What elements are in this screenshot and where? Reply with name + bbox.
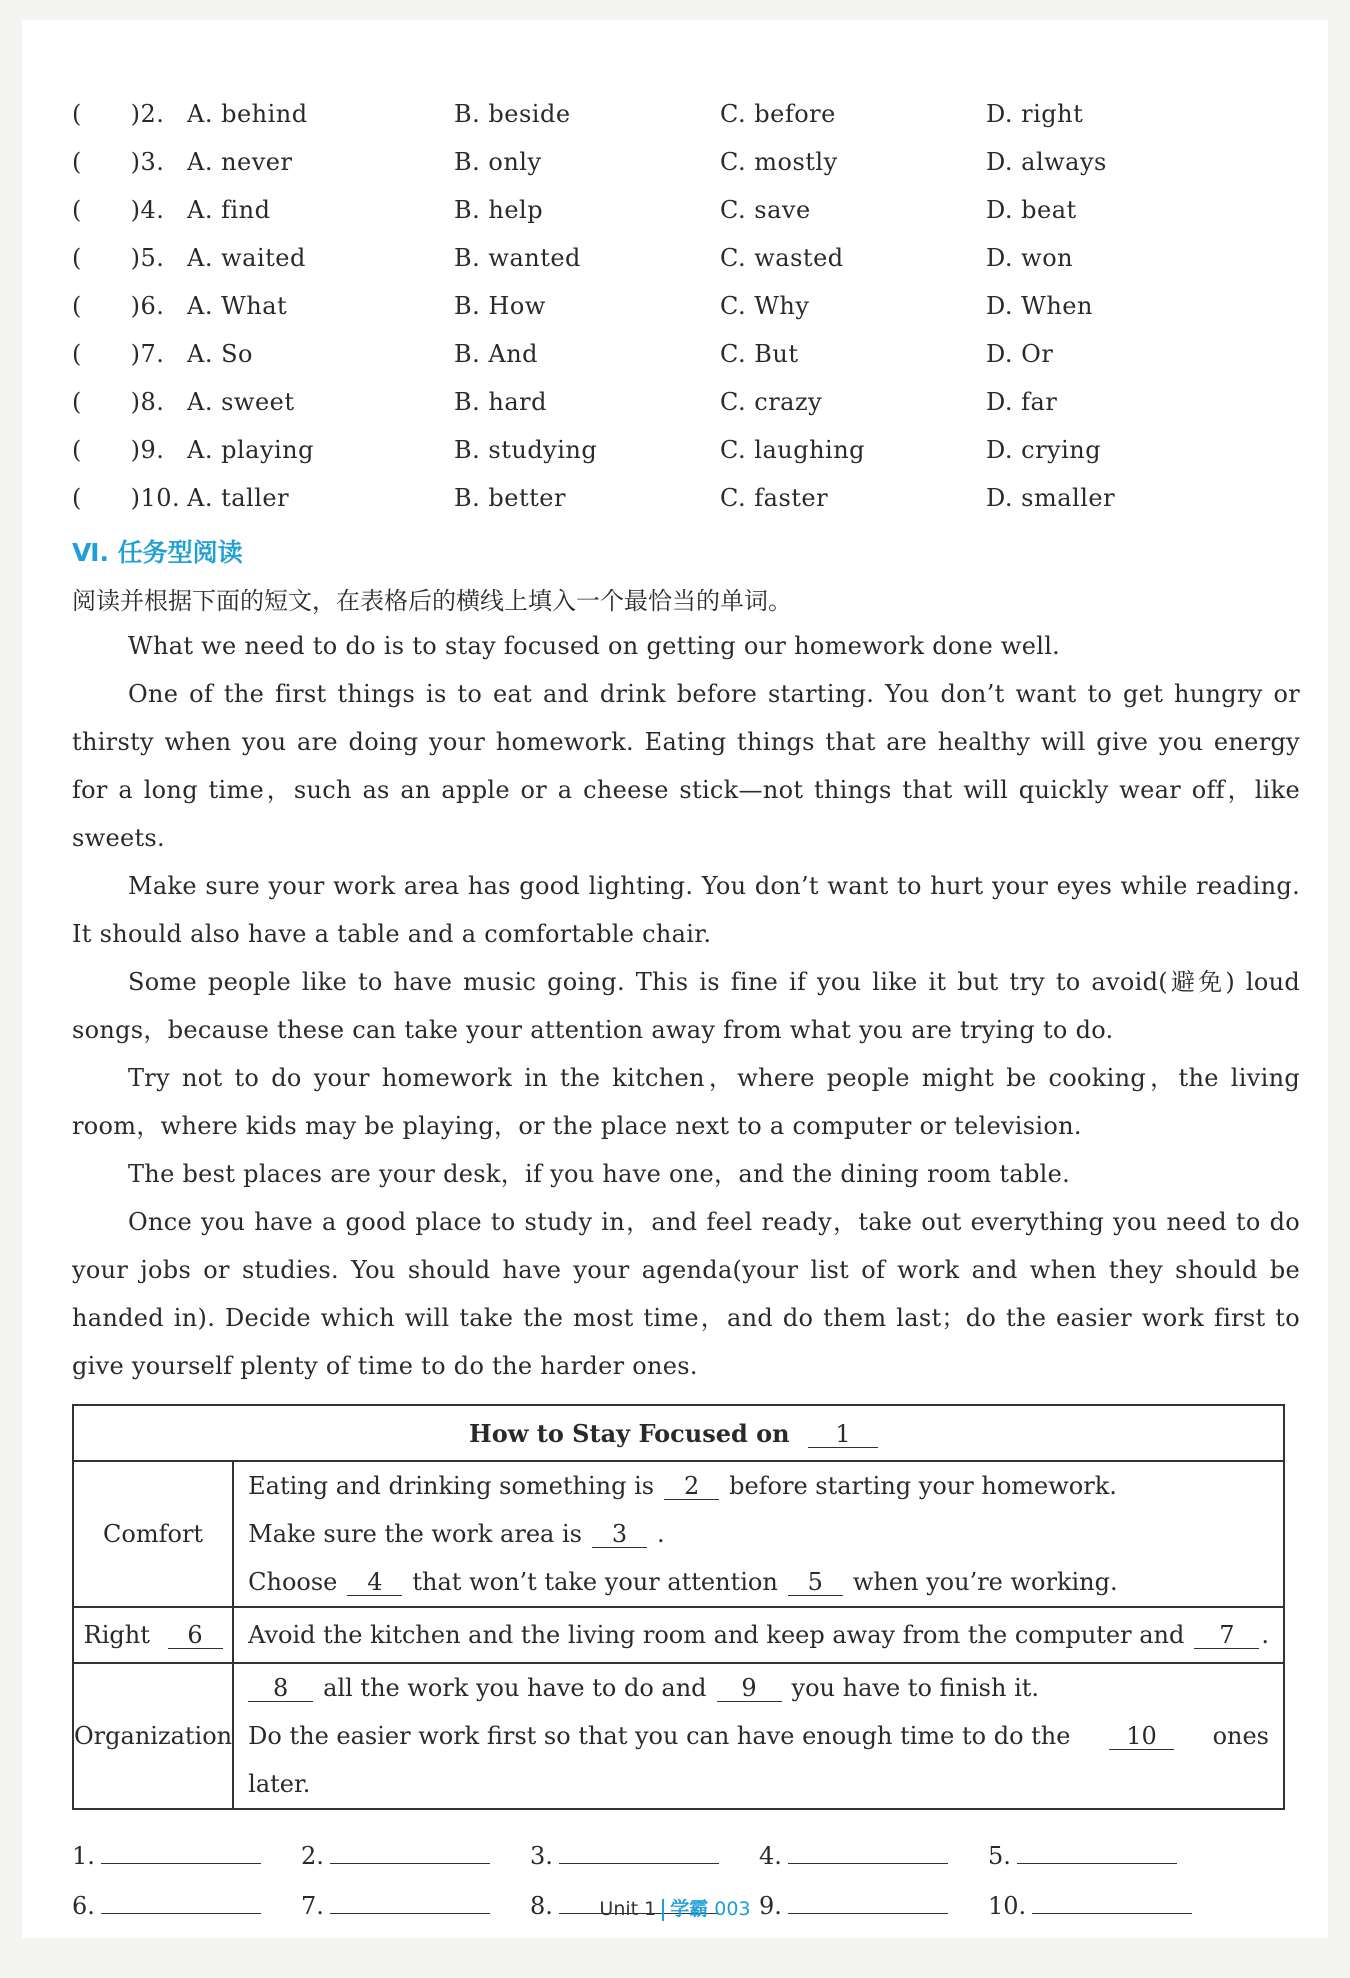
option-d: D. crying — [986, 436, 1102, 464]
option-c: C. crazy — [720, 388, 823, 416]
blank-6: 6 — [168, 1622, 223, 1649]
answer-item — [72, 1842, 301, 1870]
answer-number: 7. — [301, 1892, 324, 1920]
option-b: B. better — [454, 484, 566, 512]
organization-content-cell — [233, 1663, 1284, 1809]
text: Do the easier work first so that you can have enough time to do the — [248, 1722, 1071, 1750]
footer-brand: 学霸 — [670, 1898, 709, 1920]
question-row — [72, 282, 1300, 330]
option-a: A. sweet — [187, 388, 295, 416]
question-row — [72, 234, 1300, 282]
answer-number: 3. — [530, 1842, 553, 1870]
passage-paragraph: What we need to do is to stay focused on getting our homework done well. — [128, 632, 1061, 660]
right-line — [248, 1611, 1269, 1659]
answer-number: 9. — [759, 1892, 782, 1920]
option-c: C. faster — [720, 484, 829, 512]
option-b: B. beside — [454, 100, 571, 128]
task-table — [72, 1404, 1285, 1810]
passage-paragraph: Try not to do your homework in the kitchen，where people might be cooking，the living room，where kids may be playing，or the place next to a computer or television. — [72, 1064, 1300, 1140]
option-a: A. What — [187, 292, 288, 320]
multiple-choice-list — [72, 90, 1300, 522]
footer-divider — [662, 1899, 664, 1921]
content — [72, 90, 1300, 1920]
reading-passage — [72, 622, 1300, 1390]
option-a: A. behind — [187, 100, 308, 128]
comfort-line-1 — [248, 1462, 1269, 1510]
option-c: C. laughing — [720, 436, 866, 464]
option-d: D. smaller — [986, 484, 1116, 512]
organization-line-1 — [248, 1664, 1269, 1712]
organization-line-3 — [248, 1760, 1269, 1808]
answer-paren[interactable]: ( )10. — [72, 484, 181, 512]
blank-9: 9 — [717, 1675, 782, 1702]
organization-line-2 — [248, 1712, 1269, 1760]
text: Eating and drinking something is — [248, 1472, 655, 1500]
text: when you’re working. — [852, 1568, 1118, 1596]
right-content-cell — [233, 1607, 1284, 1663]
question-row — [72, 330, 1300, 378]
answer-number: 2. — [301, 1842, 324, 1870]
organization-label: Organization — [74, 1722, 233, 1750]
text: ones — [1212, 1722, 1269, 1750]
answer-row — [72, 1820, 1300, 1870]
answer-item — [988, 1842, 1217, 1870]
option-d: D. won — [986, 244, 1074, 272]
comfort-label-cell — [73, 1461, 233, 1607]
option-b: B. only — [454, 148, 542, 176]
option-c: C. before — [720, 100, 836, 128]
passage-paragraph: One of the first things is to eat and drink before starting. You don’t want to get hungry or thirsty when you are doing your homework. Eating things that are healthy will give you energy for a long time，such as an apple or a cheese stick—not things that will quickly wear off，like sweets. — [72, 680, 1300, 852]
question-row — [72, 474, 1300, 522]
comfort-content-cell — [233, 1461, 1284, 1607]
option-d: D. When — [986, 292, 1093, 320]
answer-number: 4. — [759, 1842, 782, 1870]
answer-number: 10. — [988, 1892, 1027, 1920]
answer-item — [530, 1842, 759, 1870]
text: Make sure the work area is — [248, 1520, 582, 1548]
answer-paren[interactable]: ( )5. — [72, 244, 165, 272]
option-b: B. studying — [454, 436, 598, 464]
answer-line[interactable] — [559, 1862, 719, 1864]
page-footer — [22, 1894, 1328, 1921]
blank-10: 10 — [1109, 1723, 1174, 1750]
passage-paragraph: Make sure your work area has good lighting. You don’t want to hurt your eyes while reading. It should also have a table and a comfortable chair. — [72, 872, 1300, 948]
blank-8: 8 — [248, 1675, 313, 1702]
table-title: How to Stay Focused on — [469, 1418, 790, 1448]
passage-paragraph: The best places are your desk，if you have one，and the dining room table. — [128, 1160, 1071, 1188]
blank-7: 7 — [1194, 1622, 1259, 1649]
option-c: C. But — [720, 340, 799, 368]
comfort-label: Comfort — [103, 1520, 204, 1548]
footer-page-number: 003 — [714, 1898, 751, 1920]
right-label: Right — [83, 1621, 150, 1649]
comfort-line-2 — [248, 1510, 1269, 1558]
option-c: C. Why — [720, 292, 810, 320]
answer-paren[interactable]: ( )3. — [72, 148, 165, 176]
text: . — [1261, 1621, 1270, 1649]
answer-line[interactable] — [1017, 1862, 1177, 1864]
text: later. — [248, 1770, 311, 1798]
answer-line[interactable] — [101, 1862, 261, 1864]
answer-paren[interactable]: ( )6. — [72, 292, 165, 320]
section-instruction: 阅读并根据下面的短文，在表格后的横线上填入一个最恰当的单词。 — [72, 586, 792, 615]
option-d: D. Or — [986, 340, 1054, 368]
comfort-line-3 — [248, 1558, 1269, 1606]
passage-paragraph: Some people like to have music going. This is fine if you like it but try to avoid(避免) loud songs，because these can take your attention away from what you are trying to do. — [72, 968, 1300, 1044]
answer-number: 8. — [530, 1892, 553, 1920]
answer-line[interactable] — [788, 1862, 948, 1864]
option-a: A. never — [187, 148, 293, 176]
question-row — [72, 426, 1300, 474]
option-b: B. How — [454, 292, 546, 320]
answer-paren[interactable]: ( )9. — [72, 436, 165, 464]
answer-number: 1. — [72, 1842, 95, 1870]
answer-item — [301, 1842, 530, 1870]
text: that won’t take your attention — [412, 1568, 778, 1596]
table-title-cell — [73, 1405, 1284, 1461]
option-a: A. So — [187, 340, 253, 368]
answer-line[interactable] — [330, 1862, 490, 1864]
option-d: D. far — [986, 388, 1058, 416]
option-a: A. find — [187, 196, 271, 224]
option-c: C. mostly — [720, 148, 838, 176]
answer-paren[interactable]: ( )2. — [72, 100, 165, 128]
option-b: B. wanted — [454, 244, 581, 272]
option-c: C. wasted — [720, 244, 844, 272]
answer-item — [759, 1842, 988, 1870]
blank-4: 4 — [347, 1569, 402, 1596]
answer-number: 5. — [988, 1842, 1011, 1870]
option-d: D. right — [986, 100, 1084, 128]
text: Avoid the kitchen and the living room and keep away from the computer and — [248, 1621, 1185, 1649]
option-d: D. beat — [986, 196, 1077, 224]
blank-2: 2 — [664, 1473, 719, 1500]
text: you have to finish it. — [791, 1674, 1040, 1702]
option-b: B. And — [454, 340, 539, 368]
section-title: Ⅵ. 任务型阅读 — [72, 538, 243, 567]
option-b: B. help — [454, 196, 544, 224]
blank-1: 1 — [808, 1421, 878, 1448]
question-row — [72, 186, 1300, 234]
option-c: C. save — [720, 196, 811, 224]
question-row — [72, 138, 1300, 186]
blank-3: 3 — [592, 1521, 647, 1548]
passage-paragraph: Once you have a good place to study in，and feel ready，take out everything you need to do your jobs or studies. You should have your agenda(your list of work and when they should be handed in). Decide which will take the most time，and do them last；do the easier work first to give yourself plenty of time to do the harder ones. — [72, 1208, 1300, 1380]
text: all the work you have to do and — [323, 1674, 707, 1702]
organization-label-cell — [73, 1663, 233, 1809]
text: Choose — [248, 1568, 338, 1596]
worksheet-page — [22, 20, 1328, 1938]
option-a: A. taller — [187, 484, 290, 512]
option-d: D. always — [986, 148, 1107, 176]
right-label-cell — [73, 1607, 233, 1663]
answer-number: 6. — [72, 1892, 95, 1920]
text: before starting your homework. — [729, 1472, 1117, 1500]
answer-paren[interactable]: ( )8. — [72, 388, 165, 416]
option-a: A. waited — [187, 244, 306, 272]
blank-5: 5 — [788, 1569, 843, 1596]
answer-paren[interactable]: ( )4. — [72, 196, 165, 224]
footer-unit: Unit 1 — [599, 1898, 657, 1920]
answer-paren[interactable]: ( )7. — [72, 340, 165, 368]
option-b: B. hard — [454, 388, 547, 416]
question-row — [72, 378, 1300, 426]
question-row — [72, 90, 1300, 138]
option-a: A. playing — [187, 436, 314, 464]
text: . — [656, 1520, 665, 1548]
